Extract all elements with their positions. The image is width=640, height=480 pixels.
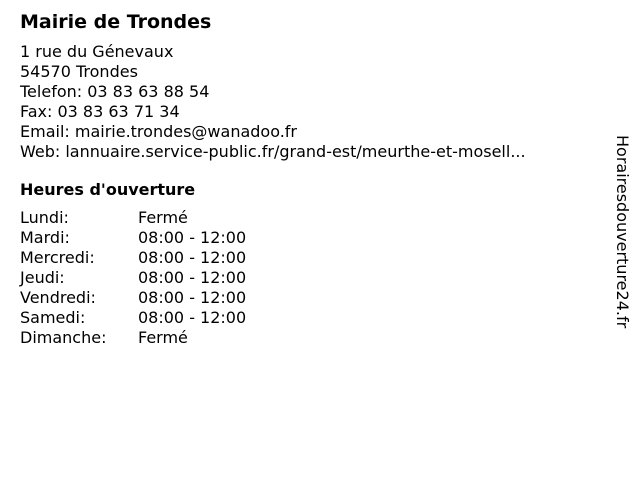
site-watermark: Horairesdouverture24.fr: [613, 135, 632, 329]
hours-value: 08:00 - 12:00: [138, 268, 247, 287]
hours-value: 08:00 - 12:00: [138, 248, 247, 267]
address-line-2: 54570 Trondes: [20, 62, 138, 81]
hours-row: [20, 328, 600, 348]
address-line-1: 1 rue du Génevaux: [20, 42, 174, 61]
fax-line: Fax: 03 83 63 71 34: [20, 102, 180, 121]
business-card: [20, 10, 600, 348]
hours-value: Fermé: [138, 208, 188, 227]
hours-day: Jeudi:: [20, 268, 65, 287]
hours-title: Heures d'ouverture: [20, 180, 196, 199]
contact-details: [20, 42, 600, 162]
hours-day: Samedi:: [20, 308, 86, 327]
hours-row: [20, 288, 600, 308]
hours-value: 08:00 - 12:00: [138, 308, 247, 327]
business-name: Mairie de Trondes: [20, 11, 212, 33]
hours-row: [20, 308, 600, 328]
hours-row: [20, 228, 600, 248]
hours-day: Mardi:: [20, 228, 70, 247]
hours-day: Vendredi:: [20, 288, 96, 307]
hours-row: [20, 248, 600, 268]
hours-row: [20, 208, 600, 228]
phone-line: Telefon: 03 83 63 88 54: [20, 82, 210, 101]
hours-day: Dimanche:: [20, 328, 107, 347]
hours-row: [20, 268, 600, 288]
email-line: Email: mairie.trondes@wanadoo.fr: [20, 122, 298, 141]
hours-day: Lundi:: [20, 208, 69, 227]
hours-value: 08:00 - 12:00: [138, 228, 247, 247]
hours-day: Mercredi:: [20, 248, 95, 267]
web-line: Web: lannuaire.service-public.fr/grand-est/meurthe-et-mosell...: [20, 142, 526, 161]
opening-hours-table: [20, 208, 600, 348]
hours-value: 08:00 - 12:00: [138, 288, 247, 307]
hours-value: Fermé: [138, 328, 188, 347]
